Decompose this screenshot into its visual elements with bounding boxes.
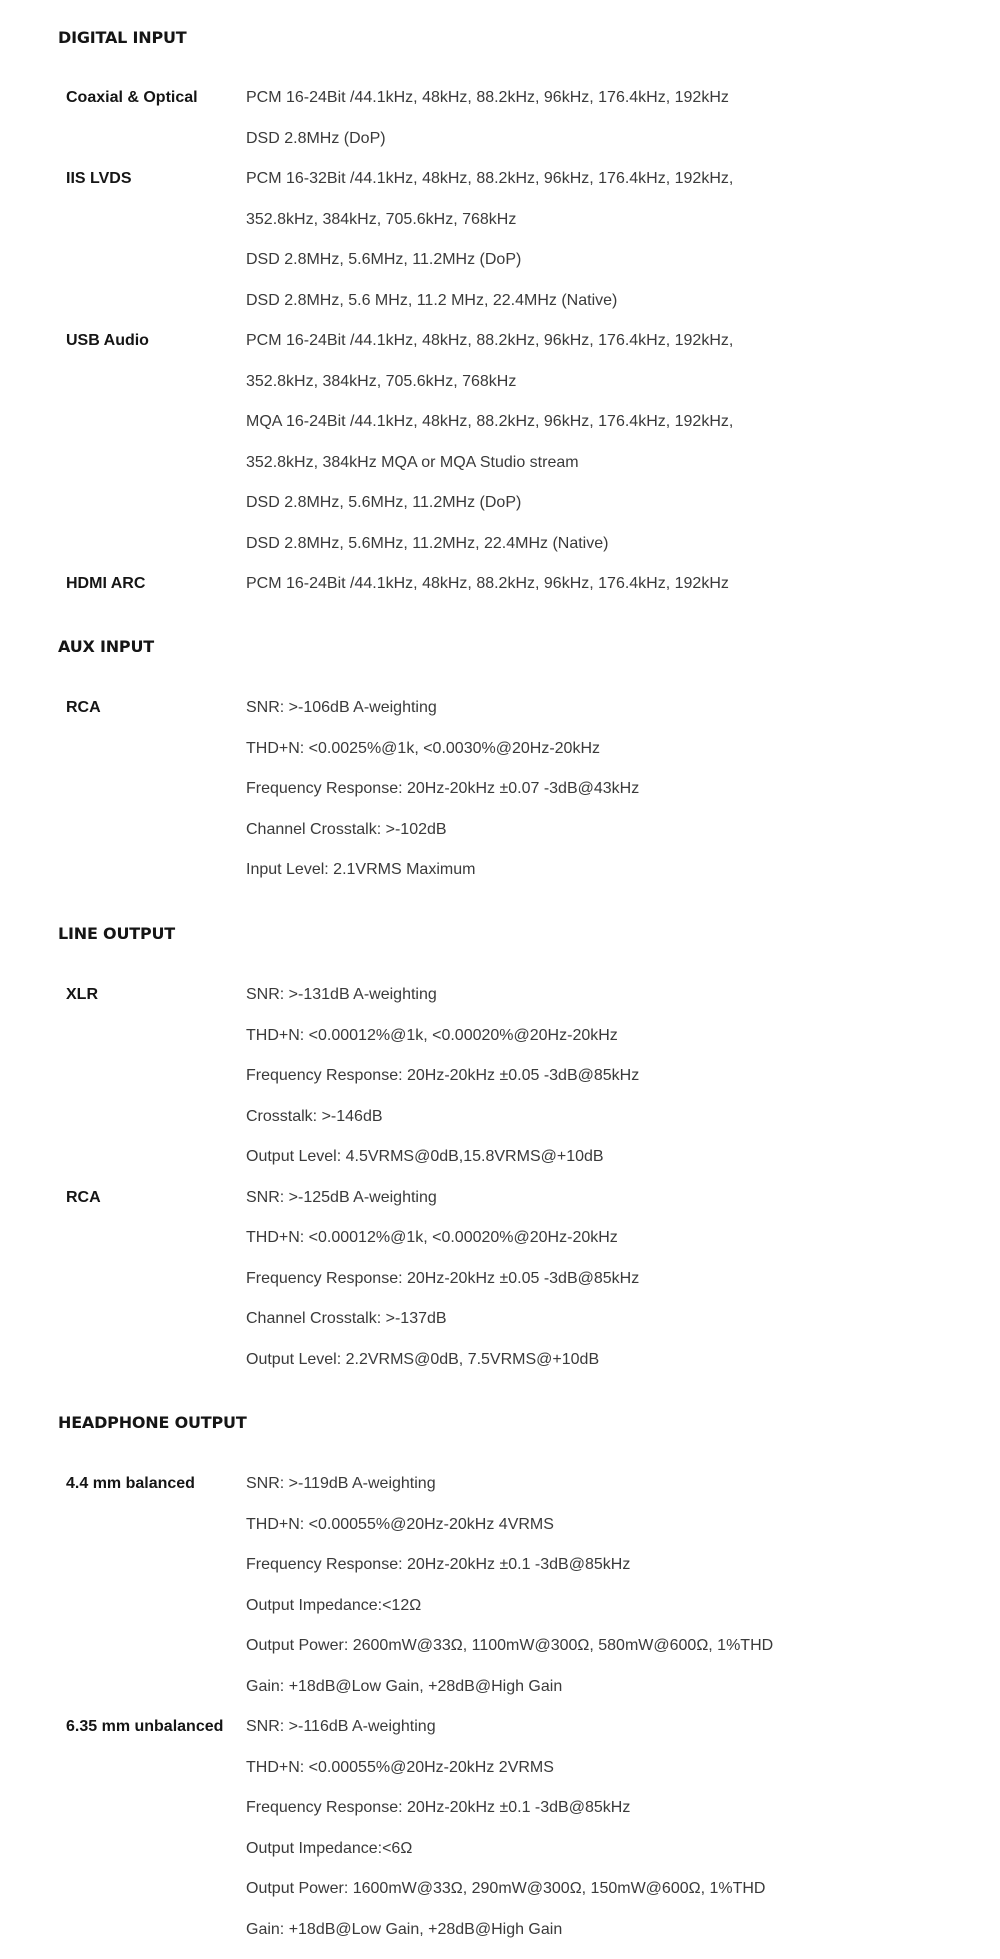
spec-value: PCM 16-24Bit /44.1kHz, 48kHz, 88.2kHz, 96kHz, 176.4kHz, 192kHz, (246, 332, 734, 349)
spec-row (0, 491, 1000, 531)
spec-row (0, 1634, 1000, 1674)
section-heading: AUX INPUT (58, 637, 154, 656)
spec-label: IIS LVDS (66, 170, 132, 187)
spec-row (0, 696, 1000, 736)
spec-value: SNR: >-131dB A-weighting (246, 986, 437, 1003)
spec-value: SNR: >-116dB A-weighting (246, 1718, 436, 1735)
spec-value: Output Impedance:<12Ω (246, 1597, 422, 1614)
spec-row (0, 1348, 1000, 1388)
spec-value: THD+N: <0.00012%@1k, <0.00020%@20Hz-20kHz (246, 1229, 618, 1246)
spec-row (0, 86, 1000, 126)
spec-label: 4.4 mm balanced (66, 1475, 195, 1492)
spec-row (0, 737, 1000, 777)
spec-row (0, 329, 1000, 369)
spec-row (0, 1756, 1000, 1796)
spec-label: HDMI ARC (66, 575, 146, 592)
spec-value: THD+N: <0.00012%@1k, <0.00020%@20Hz-20kHz (246, 1027, 618, 1044)
spec-row (0, 1594, 1000, 1634)
spec-value: 352.8kHz, 384kHz, 705.6kHz, 768kHz (246, 211, 517, 228)
spec-value: DSD 2.8MHz, 5.6 MHz, 11.2 MHz, 22.4MHz (Native) (246, 292, 618, 309)
spec-row (0, 1064, 1000, 1104)
spec-row (0, 451, 1000, 491)
spec-value: Frequency Response: 20Hz-20kHz ±0.05 -3dB@85kHz (246, 1067, 640, 1084)
spec-value: Output Level: 2.2VRMS@0dB, 7.5VRMS@+10dB (246, 1351, 600, 1368)
spec-value: THD+N: <0.00055%@20Hz-20kHz 4VRMS (246, 1516, 554, 1533)
spec-value: Gain: +18dB@Low Gain, +28dB@High Gain (246, 1921, 563, 1938)
spec-value: DSD 2.8MHz, 5.6MHz, 11.2MHz, 22.4MHz (Native) (246, 535, 609, 552)
section-heading: DIGITAL INPUT (58, 28, 187, 47)
spec-row (0, 1307, 1000, 1347)
spec-row (0, 983, 1000, 1023)
spec-row (0, 1715, 1000, 1755)
spec-row (0, 1877, 1000, 1917)
spec-value: Frequency Response: 20Hz-20kHz ±0.07 -3dB@43kHz (246, 780, 640, 797)
spec-label: RCA (66, 699, 101, 716)
spec-row (0, 1186, 1000, 1226)
spec-row (0, 532, 1000, 572)
section-heading: HEADPHONE OUTPUT (58, 1413, 247, 1432)
spec-value: 352.8kHz, 384kHz MQA or MQA Studio stream (246, 454, 579, 471)
spec-row (0, 1513, 1000, 1553)
spec-value: Frequency Response: 20Hz-20kHz ±0.1 -3dB@85kHz (246, 1556, 631, 1573)
spec-value: PCM 16-32Bit /44.1kHz, 48kHz, 88.2kHz, 96kHz, 176.4kHz, 192kHz, (246, 170, 734, 187)
section-heading: LINE OUTPUT (58, 924, 175, 943)
spec-row (0, 248, 1000, 288)
spec-value: THD+N: <0.00055%@20Hz-20kHz 2VRMS (246, 1759, 554, 1776)
spec-value: PCM 16-24Bit /44.1kHz, 48kHz, 88.2kHz, 96kHz, 176.4kHz, 192kHz (246, 89, 729, 106)
spec-row (0, 1918, 1000, 1958)
spec-value: DSD 2.8MHz, 5.6MHz, 11.2MHz (DoP) (246, 251, 522, 268)
spec-value: Output Power: 1600mW@33Ω, 290mW@300Ω, 150mW@600Ω, 1%THD (246, 1880, 766, 1897)
spec-row (0, 1553, 1000, 1593)
spec-value: Output Level: 4.5VRMS@0dB,15.8VRMS@+10dB (246, 1148, 604, 1165)
spec-row (0, 1267, 1000, 1307)
spec-value: Channel Crosstalk: >-137dB (246, 1310, 447, 1327)
spec-value: THD+N: <0.0025%@1k, <0.0030%@20Hz-20kHz (246, 740, 600, 757)
spec-row (0, 370, 1000, 410)
spec-row (0, 858, 1000, 898)
spec-row (0, 1105, 1000, 1145)
spec-value: Output Impedance:<6Ω (246, 1840, 413, 1857)
spec-row (0, 818, 1000, 858)
spec-row (0, 410, 1000, 450)
spec-value: Gain: +18dB@Low Gain, +28dB@High Gain (246, 1678, 563, 1695)
spec-label: RCA (66, 1189, 101, 1206)
spec-value: MQA 16-24Bit /44.1kHz, 48kHz, 88.2kHz, 96kHz, 176.4kHz, 192kHz, (246, 413, 734, 430)
spec-row (0, 572, 1000, 612)
spec-value: DSD 2.8MHz, 5.6MHz, 11.2MHz (DoP) (246, 494, 522, 511)
spec-row (0, 1024, 1000, 1064)
spec-value: DSD 2.8MHz (DoP) (246, 130, 386, 147)
spec-label: USB Audio (66, 332, 149, 349)
spec-label: Coaxial & Optical (66, 89, 198, 106)
spec-label: XLR (66, 986, 98, 1003)
spec-row (0, 1675, 1000, 1715)
spec-value: 352.8kHz, 384kHz, 705.6kHz, 768kHz (246, 373, 517, 390)
spec-value: Output Power: 2600mW@33Ω, 1100mW@300Ω, 580mW@600Ω, 1%THD (246, 1637, 774, 1654)
spec-row (0, 167, 1000, 207)
spec-value: Input Level: 2.1VRMS Maximum (246, 861, 476, 878)
spec-value: SNR: >-125dB A-weighting (246, 1189, 437, 1206)
spec-row (0, 777, 1000, 817)
spec-value: SNR: >-106dB A-weighting (246, 699, 437, 716)
spec-value: PCM 16-24Bit /44.1kHz, 48kHz, 88.2kHz, 96kHz, 176.4kHz, 192kHz (246, 575, 729, 592)
spec-value: SNR: >-119dB A-weighting (246, 1475, 436, 1492)
spec-label: 6.35 mm unbalanced (66, 1718, 224, 1735)
spec-row (0, 1226, 1000, 1266)
spec-row (0, 1472, 1000, 1512)
spec-row (0, 1145, 1000, 1185)
spec-value: Crosstalk: >-146dB (246, 1108, 383, 1125)
spec-value: Frequency Response: 20Hz-20kHz ±0.05 -3dB@85kHz (246, 1270, 640, 1287)
spec-row (0, 289, 1000, 329)
spec-row (0, 127, 1000, 167)
spec-value: Frequency Response: 20Hz-20kHz ±0.1 -3dB@85kHz (246, 1799, 631, 1816)
spec-row (0, 208, 1000, 248)
spec-row (0, 1796, 1000, 1836)
spec-value: Channel Crosstalk: >-102dB (246, 821, 447, 838)
spec-row (0, 1837, 1000, 1877)
